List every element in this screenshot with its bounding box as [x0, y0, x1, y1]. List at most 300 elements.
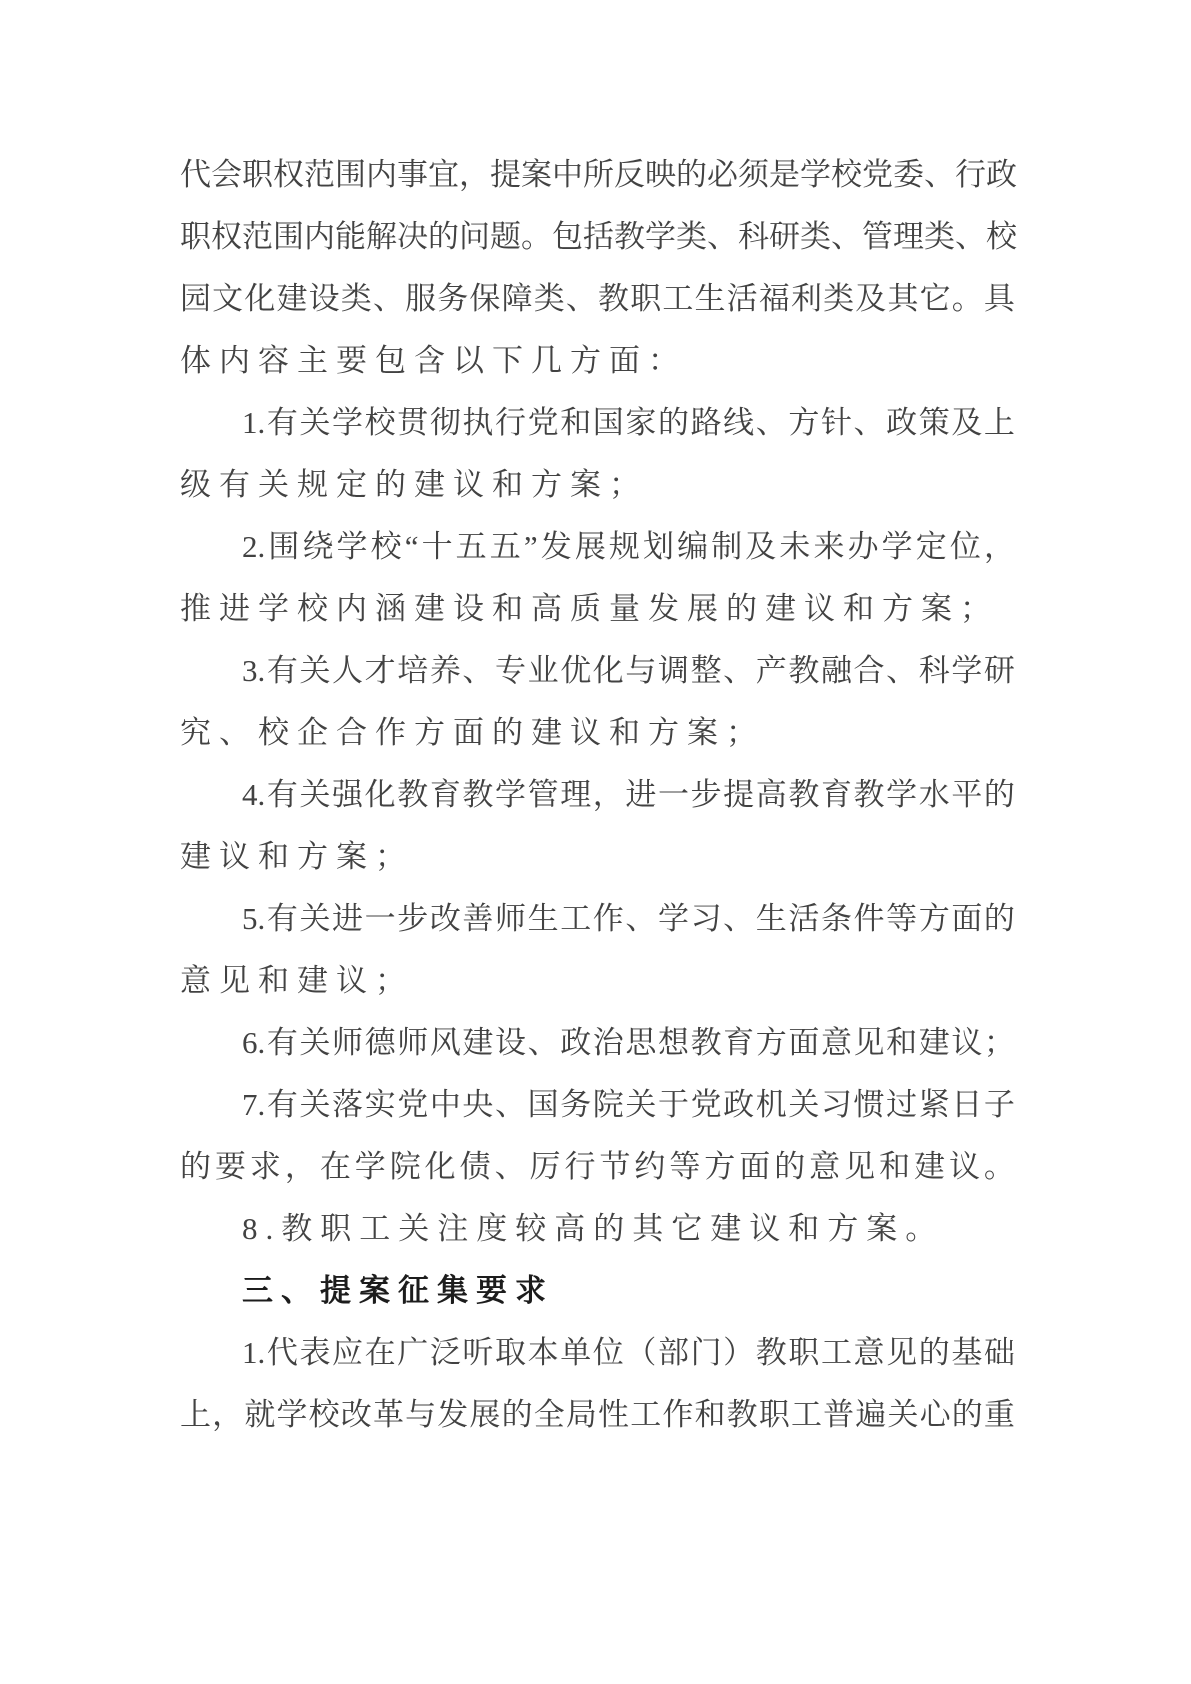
glyph: 紧 [918, 1087, 950, 1122]
glyph: 行 [564, 1149, 596, 1184]
glyph: 机 [755, 1087, 787, 1122]
glyph: 类 [800, 219, 831, 254]
glyph: 权 [211, 219, 242, 254]
glyph: 规 [608, 529, 640, 564]
glyph: 建 [918, 1025, 950, 1060]
glyph: 包 [552, 219, 583, 254]
glyph: 3. [242, 653, 266, 688]
glyph: “ [404, 529, 419, 564]
glyph: 改 [340, 1397, 372, 1432]
glyph: 障 [501, 281, 533, 316]
glyph: 提 [723, 777, 755, 812]
glyph: 学 [645, 219, 676, 254]
glyph: 见 [853, 1025, 885, 1060]
glyph: 工 [662, 281, 694, 316]
glyph: 类 [823, 281, 855, 316]
glyph: 权 [273, 157, 304, 192]
glyph: 研 [769, 219, 800, 254]
glyph: 十 [421, 529, 453, 564]
glyph: 范 [242, 219, 273, 254]
glyph: 有 [266, 1087, 298, 1122]
glyph: 类 [676, 219, 707, 254]
text-line-list-item [180, 1074, 1015, 1136]
glyph: 、 [723, 653, 755, 688]
glyph: 就 [244, 1397, 276, 1432]
glyph: 本 [527, 1335, 559, 1370]
glyph: 科 [918, 653, 950, 688]
glyph: 的 [774, 1149, 806, 1184]
glyph: 件 [853, 901, 885, 936]
glyph: 广 [397, 1335, 429, 1370]
glyph: 路 [690, 405, 722, 440]
glyph: 制 [711, 529, 743, 564]
glyph: 过 [886, 1087, 918, 1122]
glyph: 映 [645, 157, 676, 192]
glyph: 及 [951, 405, 983, 440]
glyph: 类 [533, 281, 565, 316]
glyph: 教 [598, 281, 630, 316]
glyph: 的 [657, 405, 689, 440]
glyph: 定 [915, 529, 947, 564]
glyph: 方 [755, 1025, 787, 1060]
glyph: 师 [332, 1025, 364, 1060]
text-line: 究、校企合作方面的建议和方案； [180, 715, 765, 750]
glyph: 五 [455, 529, 487, 564]
glyph: 和 [879, 1149, 911, 1184]
glyph: 具 [983, 281, 1015, 316]
glyph: 才 [364, 653, 396, 688]
text-line [180, 206, 1015, 268]
text-line: 建议和方案； [180, 839, 414, 874]
glyph: 贯 [397, 405, 429, 440]
glyph: 、 [924, 157, 955, 192]
glyph: 学 [881, 529, 913, 564]
glyph: 学 [332, 405, 364, 440]
glyph: 反 [614, 157, 645, 192]
glyph: 作 [662, 1397, 694, 1432]
glyph: 表 [299, 1335, 331, 1370]
glyph: 党 [862, 157, 893, 192]
glyph: 门 [690, 1335, 722, 1370]
glyph: 关 [299, 901, 331, 936]
glyph: 基 [951, 1335, 983, 1370]
glyph: 教 [788, 653, 820, 688]
glyph: 业 [527, 653, 559, 688]
glyph: 和 [886, 1025, 918, 1060]
glyph: 划 [643, 529, 674, 564]
glyph: 的 [983, 901, 1015, 936]
glyph: 校 [308, 1397, 340, 1432]
glyph: 面 [788, 1025, 820, 1060]
glyph: 、 [527, 1025, 559, 1060]
glyph: ； [983, 1025, 1015, 1060]
glyph: 问 [459, 219, 490, 254]
text-line-list-item: 8.教职工关注度较高的其它建议和方案。 [242, 1211, 945, 1246]
glyph: 风 [429, 1025, 461, 1060]
glyph: 职 [788, 1335, 820, 1370]
glyph: 有 [266, 653, 298, 688]
glyph: 2. [242, 529, 266, 564]
glyph: 心 [919, 1397, 951, 1432]
glyph: 遍 [855, 1397, 887, 1432]
glyph: 福 [758, 281, 790, 316]
glyph: 内 [366, 157, 397, 192]
glyph: 优 [560, 653, 592, 688]
glyph: 职 [630, 281, 662, 316]
glyph: 管 [527, 777, 559, 812]
glyph: 关 [299, 1087, 331, 1122]
glyph: 水 [918, 777, 950, 812]
glyph: 要 [214, 1149, 246, 1184]
text-line-list-item [180, 888, 1015, 950]
glyph: 思 [625, 1025, 657, 1060]
glyph: 工 [820, 1335, 852, 1370]
glyph: 是 [769, 157, 800, 192]
glyph: 惯 [853, 1087, 885, 1122]
glyph: 革 [372, 1397, 404, 1432]
glyph: （ [625, 1335, 657, 1370]
glyph: 步 [397, 901, 429, 936]
glyph: 必 [707, 157, 738, 192]
glyph: 工 [560, 901, 592, 936]
glyph: 工 [790, 1397, 822, 1432]
glyph: 代 [180, 157, 211, 192]
glyph: 和 [694, 1397, 726, 1432]
glyph: 性 [598, 1397, 630, 1432]
glyph: 教 [397, 777, 429, 812]
glyph: 须 [738, 157, 769, 192]
glyph: 关 [299, 777, 331, 812]
text-line [180, 1136, 1015, 1198]
glyph: 的 [501, 1397, 533, 1432]
glyph: 善 [462, 901, 494, 936]
text-line [180, 1384, 1015, 1446]
glyph: 范 [304, 157, 335, 192]
glyph: 债 [459, 1149, 491, 1184]
glyph: 政 [886, 405, 918, 440]
glyph: 等 [886, 901, 918, 936]
text-line-list-item [180, 640, 1015, 702]
glyph: 有 [266, 901, 298, 936]
glyph: 会 [211, 157, 242, 192]
glyph: 学 [336, 529, 368, 564]
glyph: 的 [676, 157, 707, 192]
glyph: 学 [276, 1397, 308, 1432]
glyph: 。 [951, 281, 983, 316]
glyph: 设 [495, 1025, 526, 1060]
glyph: 及 [745, 529, 777, 564]
glyph: 、 [955, 219, 986, 254]
glyph: 习 [820, 1087, 852, 1122]
glyph: 方 [918, 901, 950, 936]
glyph: 与 [405, 1397, 437, 1432]
glyph: 德 [364, 1025, 396, 1060]
glyph: 政 [986, 157, 1017, 192]
glyph: 于 [657, 1087, 689, 1122]
glyph: 单 [560, 1335, 592, 1370]
glyph: 意 [820, 1025, 852, 1060]
glyph: 进 [625, 777, 657, 812]
glyph: 有 [266, 777, 298, 812]
glyph: 1. [242, 405, 266, 440]
glyph: 子 [983, 1087, 1015, 1122]
glyph: 五 [489, 529, 521, 564]
glyph: 专 [495, 653, 526, 688]
glyph: 教 [726, 1397, 758, 1432]
glyph: 学 [354, 1149, 386, 1184]
glyph: 部 [657, 1335, 689, 1370]
glyph: 内 [304, 219, 335, 254]
glyph: 宜 [428, 157, 459, 192]
glyph: 工 [630, 1397, 662, 1432]
glyph: 合 [853, 653, 885, 688]
glyph: 研 [983, 653, 1015, 688]
glyph: 科 [738, 219, 769, 254]
glyph: 、 [886, 653, 918, 688]
glyph: 委 [893, 157, 924, 192]
text-line: 意见和建议； [180, 963, 414, 998]
glyph: 决 [397, 219, 428, 254]
glyph: 高 [755, 777, 787, 812]
glyph: 发 [540, 529, 572, 564]
glyph: 的 [180, 1149, 211, 1184]
glyph: 行 [955, 157, 986, 192]
glyph: 、 [723, 901, 755, 936]
glyph: 党 [397, 1087, 429, 1122]
glyph: 彻 [429, 405, 461, 440]
glyph: 教 [755, 1335, 787, 1370]
glyph: 关 [625, 1087, 657, 1122]
glyph: 文 [212, 281, 244, 316]
glyph: 位 [949, 529, 981, 564]
glyph: ， [983, 529, 1015, 564]
glyph: 关 [299, 405, 331, 440]
text-line-list-item [180, 1012, 1015, 1074]
glyph: 职 [242, 157, 273, 192]
glyph: 约 [634, 1149, 666, 1184]
glyph: 活 [726, 281, 758, 316]
glyph: ， [284, 1149, 316, 1184]
glyph: 作 [592, 901, 624, 936]
glyph: 进 [332, 901, 364, 936]
glyph: 。 [983, 1149, 1015, 1184]
glyph: 建 [462, 1025, 494, 1060]
glyph: 括 [583, 219, 614, 254]
glyph: 教 [690, 1025, 722, 1060]
glyph: 治 [592, 1025, 624, 1060]
glyph: 化 [424, 1149, 456, 1184]
glyph: 行 [495, 405, 526, 440]
glyph: 建 [276, 281, 308, 316]
glyph: 在 [364, 1335, 396, 1370]
glyph: 学 [495, 777, 526, 812]
glyph: 它 [919, 281, 951, 316]
glyph: 编 [677, 529, 709, 564]
glyph: 校 [986, 219, 1017, 254]
glyph: 有 [266, 1025, 298, 1060]
glyph: 案 [521, 157, 552, 192]
glyph: 。 [521, 219, 552, 254]
glyph: 务 [560, 1087, 592, 1122]
glyph: 教 [462, 777, 494, 812]
glyph: 生 [755, 901, 787, 936]
glyph: 职 [180, 219, 211, 254]
glyph: 关 [788, 1087, 820, 1122]
glyph: 应 [332, 1335, 364, 1370]
glyph: 6. [242, 1025, 266, 1060]
glyph: 院 [389, 1149, 421, 1184]
glyph: 5. [242, 901, 266, 936]
glyph: 的 [918, 1335, 950, 1370]
glyph: 培 [397, 653, 429, 688]
glyph: 绕 [302, 529, 334, 564]
glyph: 、 [755, 405, 787, 440]
glyph: 听 [462, 1335, 494, 1370]
glyph: 方 [704, 1149, 736, 1184]
glyph: 一 [364, 901, 396, 936]
glyph: ， [592, 777, 624, 812]
glyph: 实 [364, 1087, 396, 1122]
glyph: 类 [924, 219, 955, 254]
glyph: 院 [592, 1087, 624, 1122]
glyph: 上 [983, 405, 1015, 440]
glyph: 央 [462, 1087, 494, 1122]
glyph: 条 [820, 901, 852, 936]
glyph: 、 [831, 219, 862, 254]
glyph: 的 [951, 1397, 983, 1432]
glyph: 生 [527, 901, 559, 936]
glyph: 及 [855, 281, 887, 316]
text-line-list-item [180, 1322, 1015, 1384]
glyph: 、 [707, 219, 738, 254]
glyph: 教 [788, 777, 820, 812]
glyph: 整 [690, 653, 722, 688]
section-heading: 三、提案征集要求 [242, 1273, 554, 1308]
glyph: 学 [951, 653, 983, 688]
glyph: 校 [831, 157, 862, 192]
glyph: 位 [592, 1335, 624, 1370]
glyph: 改 [429, 901, 461, 936]
glyph: 党 [690, 1087, 722, 1122]
glyph: 务 [437, 281, 469, 316]
glyph: 调 [657, 653, 689, 688]
glyph: 面 [951, 901, 983, 936]
glyph: 针 [820, 405, 852, 440]
glyph: 全 [533, 1397, 565, 1432]
glyph: 家 [625, 405, 657, 440]
glyph: 化 [244, 281, 276, 316]
glyph: 保 [469, 281, 501, 316]
glyph: 、 [495, 1087, 526, 1122]
glyph: 和 [560, 405, 592, 440]
glyph: 建 [914, 1149, 946, 1184]
glyph: 重 [983, 1397, 1015, 1432]
glyph: 围 [268, 529, 300, 564]
text-line [180, 144, 1015, 206]
glyph: 化 [592, 653, 624, 688]
glyph: 议 [951, 1025, 983, 1060]
glyph: 强 [332, 777, 364, 812]
glyph: 产 [755, 653, 787, 688]
glyph: 职 [758, 1397, 790, 1432]
glyph: 园 [180, 281, 211, 316]
glyph: 、 [853, 405, 885, 440]
glyph: 、 [372, 281, 404, 316]
glyph: 设 [308, 281, 340, 316]
glyph: 平 [951, 777, 983, 812]
glyph: 养 [429, 653, 461, 688]
glyph: 局 [565, 1397, 597, 1432]
glyph: 中 [429, 1087, 461, 1122]
glyph: 学 [800, 157, 831, 192]
glyph: ” [523, 529, 538, 564]
glyph: 提 [490, 157, 521, 192]
glyph: 落 [332, 1087, 364, 1122]
glyph: 的 [428, 219, 459, 254]
glyph: 等 [669, 1149, 701, 1184]
glyph: 7. [242, 1087, 266, 1122]
glyph: 4. [242, 777, 266, 812]
glyph: 取 [495, 1335, 526, 1370]
glyph: 步 [690, 777, 722, 812]
glyph: 厉 [529, 1149, 561, 1184]
glyph: 见 [886, 1335, 918, 1370]
glyph: 学 [886, 777, 918, 812]
glyph: 、 [494, 1149, 526, 1184]
glyph: 育 [429, 777, 461, 812]
glyph: 管 [862, 219, 893, 254]
glyph: 中 [552, 157, 583, 192]
glyph: 政 [560, 1025, 592, 1060]
glyph: 、 [625, 901, 657, 936]
glyph: 在 [319, 1149, 351, 1184]
glyph: 关 [299, 1025, 331, 1060]
glyph: 政 [723, 1087, 755, 1122]
text-line-list-item [180, 764, 1015, 826]
glyph: 解 [366, 219, 397, 254]
glyph: 意 [809, 1149, 841, 1184]
glyph: 求 [249, 1149, 281, 1184]
glyph: 一 [657, 777, 689, 812]
glyph: 发 [437, 1397, 469, 1432]
glyph: ， [212, 1397, 244, 1432]
glyph: 理 [560, 777, 592, 812]
glyph: 教 [614, 219, 645, 254]
glyph: 服 [405, 281, 437, 316]
text-line: 体内容主要包含以下几方面： [180, 343, 687, 378]
glyph: 想 [657, 1025, 689, 1060]
glyph: 生 [694, 281, 726, 316]
glyph: 方 [788, 405, 820, 440]
glyph: 学 [657, 901, 689, 936]
glyph: 师 [495, 901, 526, 936]
glyph: 习 [690, 901, 722, 936]
document-text-block [180, 144, 1015, 1446]
glyph: 教 [853, 777, 885, 812]
glyph: 泛 [429, 1335, 461, 1370]
glyph: 的 [983, 777, 1015, 812]
glyph: 议 [948, 1149, 980, 1184]
glyph: 理 [893, 219, 924, 254]
glyph: 活 [788, 901, 820, 936]
text-line-list-item [180, 516, 1015, 578]
glyph: 人 [332, 653, 364, 688]
glyph: 国 [592, 405, 624, 440]
glyph: 、 [565, 281, 597, 316]
glyph: 校 [370, 529, 402, 564]
glyph: 育 [723, 1025, 755, 1060]
glyph: 事 [397, 157, 428, 192]
